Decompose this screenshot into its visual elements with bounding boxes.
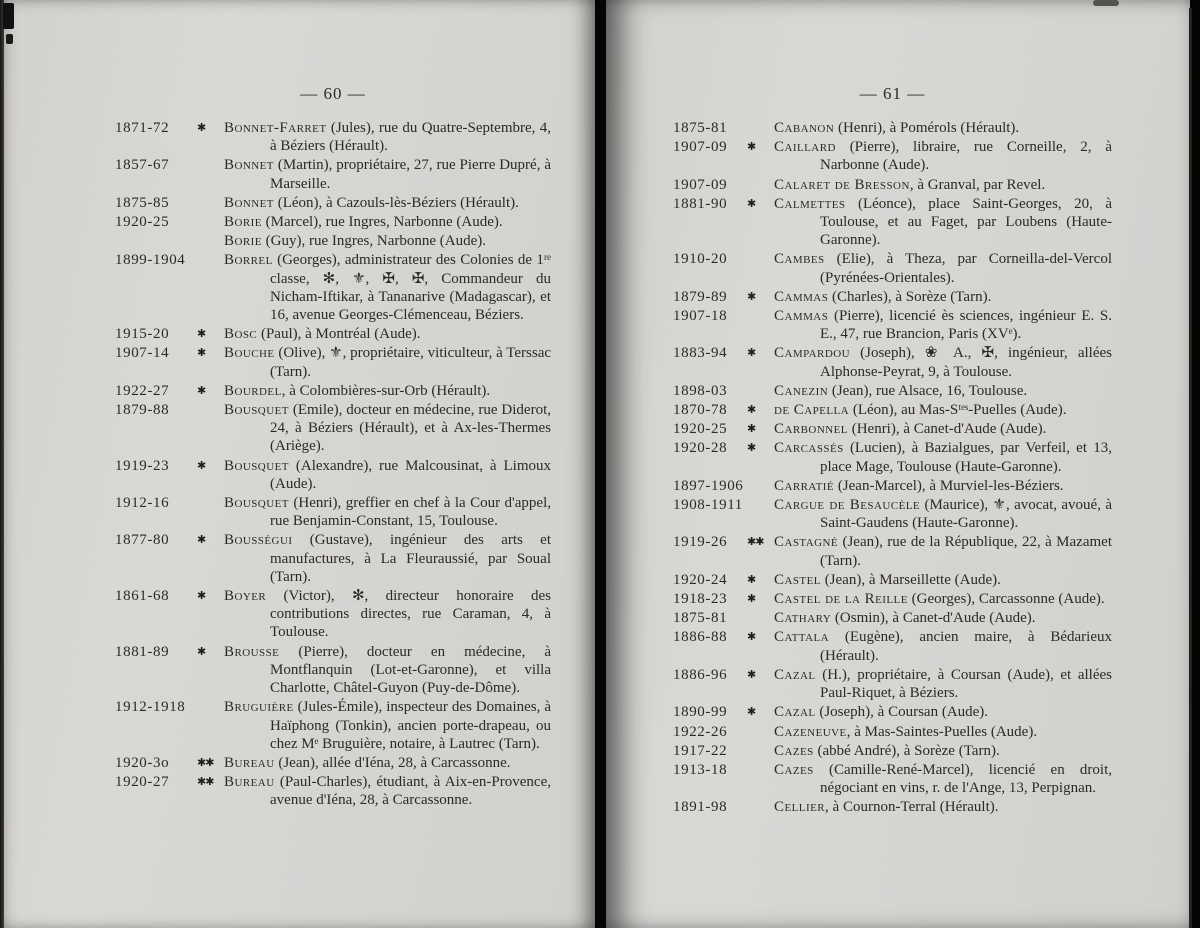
entry-text xyxy=(774,723,1112,741)
entry-star-marker: ✱✱ xyxy=(747,535,764,549)
entry-text xyxy=(774,138,1112,174)
entry-years: 1915-20 xyxy=(115,326,170,343)
entry-details: (Jules-Émile), inspecteur des Domaines, à Haïphong (Tonkin), ancien porte-drapeau, ou chez Mᵉ Bruguière, notaire, à Lautrec (Tarn). xyxy=(270,699,551,752)
directory-entry xyxy=(115,587,551,642)
entry-text xyxy=(774,477,1112,495)
entry-surname: Cammas xyxy=(774,308,829,325)
entry-text xyxy=(774,420,1112,438)
scan-right-edge-shadow xyxy=(1189,8,1192,928)
directory-entry xyxy=(673,703,1112,721)
entry-surname: Bousquet xyxy=(224,402,289,419)
entry-text xyxy=(774,344,1112,380)
directory-entries-list xyxy=(673,119,1112,817)
entry-star-marker: ✱ xyxy=(747,196,756,210)
entry-surname: Borie xyxy=(224,214,262,231)
entry-details: (Jean), allée d'Iéna, 28, à Carcassonne. xyxy=(274,754,511,771)
entry-surname: Cathary xyxy=(774,610,832,627)
entry-details: (Olive), ⚜, propriétaire, viticulteur, à Terssac (Tarn). xyxy=(270,345,552,380)
entry-surname: Castel de la Reille xyxy=(774,591,908,608)
entry-star-marker: ✱✱ xyxy=(197,755,214,769)
entry-years: 1910-20 xyxy=(673,251,728,268)
entry-details: (Marcel), rue Ingres, Narbonne (Aude). xyxy=(261,214,503,231)
directory-entry xyxy=(673,119,1112,137)
directory-entry xyxy=(115,494,551,530)
entry-years: 1886-88 xyxy=(673,629,728,646)
entry-details: (Joseph), à Coursan (Aude). xyxy=(815,704,989,721)
entry-star-marker: ✱ xyxy=(747,592,756,606)
entry-text xyxy=(774,703,1112,721)
entry-years: 1870-78 xyxy=(673,402,728,419)
entry-years: 1875-81 xyxy=(673,120,728,136)
page-number-header: — 60 — xyxy=(300,84,366,103)
entry-years: 1861-68 xyxy=(115,588,170,605)
scan-artifact-smudge xyxy=(1093,0,1119,6)
entry-years: 1922-26 xyxy=(673,723,728,740)
directory-entry xyxy=(115,232,551,250)
directory-entry xyxy=(115,382,551,400)
entry-details: (Emile), docteur en médecine, rue Diderot, 24, à Béziers (Hérault), et à Ax-les-Thermes (Ariège). xyxy=(270,402,551,455)
entry-surname: Cazes xyxy=(774,742,814,759)
entry-surname: Bouche xyxy=(224,345,275,362)
entry-text xyxy=(774,628,1112,664)
entry-star-marker: ✱ xyxy=(197,458,206,472)
directory-entry xyxy=(673,195,1112,250)
entry-years: 1912-16 xyxy=(115,495,170,512)
entry-years: 1922-27 xyxy=(115,382,170,399)
entry-star-marker: ✱ xyxy=(197,346,206,360)
directory-entry xyxy=(673,307,1112,343)
directory-entry xyxy=(673,798,1112,816)
entry-surname: Bousquet xyxy=(224,457,289,474)
entry-text xyxy=(774,250,1112,286)
entry-years: 1919-26 xyxy=(673,534,728,551)
entry-text xyxy=(224,698,551,753)
entry-surname: Bousquet xyxy=(224,495,289,512)
entry-years: 1920-25 xyxy=(673,421,728,438)
entry-years: 1907-09 xyxy=(673,176,728,193)
entry-text xyxy=(774,119,1112,137)
entry-years: 1919-23 xyxy=(115,457,170,474)
entry-surname: Canezin xyxy=(774,382,829,399)
entry-details: , à Granval, par Revel. xyxy=(909,176,1046,193)
entry-details: (Jean-Marcel), à Murviel-les-Béziers. xyxy=(834,477,1064,494)
scan-left-edge-shadow xyxy=(0,0,4,928)
scan-artifact-blob xyxy=(3,3,14,29)
entry-surname: Carratié xyxy=(774,477,835,494)
directory-entry xyxy=(673,723,1112,741)
page-61-content xyxy=(606,0,1190,817)
entry-text xyxy=(224,119,551,155)
entry-text xyxy=(774,176,1112,194)
entry-surname: Bruguière xyxy=(224,699,294,716)
entry-years: 1920-28 xyxy=(673,440,728,457)
entry-years: 1879-88 xyxy=(115,402,170,419)
entry-surname: Cabanon xyxy=(774,120,835,136)
entry-text xyxy=(224,213,551,231)
entry-years: 1857-67 xyxy=(115,157,170,174)
entry-text xyxy=(774,533,1112,569)
entry-text xyxy=(774,439,1112,475)
entry-years: 1881-89 xyxy=(115,643,170,660)
entry-star-marker: ✱ xyxy=(197,383,206,397)
entry-surname: Bosc xyxy=(224,326,258,343)
entry-text xyxy=(224,531,551,586)
entry-text xyxy=(224,494,551,530)
entry-details: (Osmin), à Canet-d'Aude (Aude). xyxy=(831,610,1036,627)
entry-details: (Paul), à Montréal (Aude). xyxy=(257,326,421,343)
entry-details: (Léonce), place Saint-Georges, 20, à Toulouse, et au Faget, par Loubens (Haute-Garonne). xyxy=(820,195,1112,249)
entry-years: 1891-98 xyxy=(673,799,728,816)
directory-entry xyxy=(673,439,1112,475)
entry-surname: Castel xyxy=(774,571,821,588)
entry-text xyxy=(224,587,551,642)
entry-surname: Borrel xyxy=(224,252,273,269)
entry-text xyxy=(224,457,551,493)
entry-surname: Cazes xyxy=(774,761,814,778)
directory-entry xyxy=(115,344,551,380)
entry-years: 1912-1918 xyxy=(115,699,186,716)
directory-entry xyxy=(115,213,551,231)
entry-details: (Camille-René-Marcel), licencié en droit, négociant en vins, r. de l'Ange, 13, Perpignan. xyxy=(813,761,1112,797)
entry-years: 1907-14 xyxy=(115,345,170,362)
entry-details: (Léon), à Cazouls-lès-Béziers (Hérault). xyxy=(273,194,519,211)
entry-years: 1920-3o xyxy=(115,754,170,771)
entry-years: 1920-27 xyxy=(115,774,170,791)
entry-details: (Henri), à Pomérols (Hérault). xyxy=(834,120,1020,136)
directory-entry xyxy=(673,138,1112,174)
page-number-header: — 61 — xyxy=(859,84,926,103)
entry-years: 1890-99 xyxy=(673,704,728,721)
entry-surname: Cellier xyxy=(774,799,826,816)
entry-text xyxy=(224,344,551,380)
directory-entry xyxy=(673,344,1112,380)
entry-years: 1899-1904 xyxy=(115,252,186,269)
directory-entry xyxy=(115,698,551,753)
entry-surname: Campardou xyxy=(774,345,850,362)
page-60-content xyxy=(4,0,595,810)
entry-details: (Jean), à Marseillette (Aude). xyxy=(820,571,1001,588)
entry-years: 1883-94 xyxy=(673,345,728,362)
entry-star-marker: ✱ xyxy=(747,346,756,360)
directory-entry xyxy=(115,325,551,343)
entry-details: (Henri), à Canet-d'Aude (Aude). xyxy=(847,421,1047,438)
directory-entry xyxy=(673,742,1112,760)
entry-details: (H.), propriétaire, à Coursan (Aude), et allées Paul-Riquet, à Béziers. xyxy=(815,666,1112,702)
directory-entry xyxy=(673,496,1112,532)
entry-details: (Eugène), ancien maire, à Bédarieux (Hérault). xyxy=(820,629,1112,664)
directory-entry xyxy=(115,119,551,155)
entry-star-marker: ✱✱ xyxy=(197,775,214,789)
entry-details: (Georges), administrateur des Colonies de 1ʳᵉ classe, ✻, ⚜, ✠, ✠, Commandeur du Nicham-Iftikar, à Tananarive (Madagascar), et 16, avenue Georges-Clémenceau, Béziers. xyxy=(270,252,551,324)
entry-star-marker: ✱ xyxy=(747,630,756,644)
entry-years: 1871-72 xyxy=(115,120,170,136)
entry-text xyxy=(774,742,1112,760)
entry-star-marker: ✱ xyxy=(197,644,206,658)
directory-entry xyxy=(673,533,1112,569)
entry-years: 1886-96 xyxy=(673,666,728,683)
entry-surname: Cazeneuve xyxy=(774,723,847,740)
directory-entry xyxy=(115,643,551,698)
entry-surname: Borie xyxy=(224,233,262,250)
entry-text xyxy=(774,571,1112,589)
entry-details: (Jean), rue Alsace, 16, Toulouse. xyxy=(828,382,1028,399)
directory-entry xyxy=(673,420,1112,438)
entry-surname: Cambes xyxy=(774,251,825,268)
entry-years: 1913-18 xyxy=(673,761,728,778)
entry-details: (Joseph), ❀ A., ✠, ingénieur, allées Alphonse-Peyrat, 9, à Toulouse. xyxy=(820,345,1112,380)
entry-star-marker: ✱ xyxy=(747,705,756,719)
entry-surname: Bonnet-Farret xyxy=(224,120,327,136)
directory-entry xyxy=(673,382,1112,400)
entry-details: (Pierre), libraire, rue Corneille, 2, à Narbonne (Aude). xyxy=(820,139,1112,174)
entry-text xyxy=(774,401,1112,419)
entry-surname: Caillard xyxy=(774,139,836,156)
entry-details: (Elie), à Theza, par Corneilla-del-Vercol (Pyrénées-Orientales). xyxy=(820,251,1112,286)
book-page-61 xyxy=(606,0,1190,928)
entry-surname: Bonnet xyxy=(224,157,274,174)
entry-text xyxy=(224,232,551,250)
entry-star-marker: ✱ xyxy=(747,441,756,455)
entry-details: (Georges), Carcassonne (Aude). xyxy=(907,591,1105,608)
entry-text xyxy=(774,195,1112,250)
entry-text xyxy=(224,754,551,772)
entry-years: 1920-25 xyxy=(115,214,170,231)
entry-details: (Henri), greffier en chef à la Cour d'appel, rue Benjamin-Constant, 15, Toulouse. xyxy=(270,495,551,530)
entry-surname: Boyer xyxy=(224,588,267,605)
entry-years: 1879-89 xyxy=(673,288,728,305)
entry-surname: Brousse xyxy=(224,643,280,660)
entry-surname: Calaret de Bresson xyxy=(774,176,910,193)
entry-details: (Jean), rue de la République, 22, à Mazamet (Tarn). xyxy=(820,534,1112,569)
entry-text xyxy=(774,496,1112,532)
entry-star-marker: ✱ xyxy=(197,121,206,134)
entry-surname: Carbonnel xyxy=(774,421,848,438)
entry-years: 1907-18 xyxy=(673,308,728,325)
entry-years: 1920-24 xyxy=(673,571,728,588)
entry-surname: Cattala xyxy=(774,629,830,646)
book-page-60 xyxy=(4,0,595,928)
entry-years: 1875-81 xyxy=(673,610,728,627)
entry-years: 1898-03 xyxy=(673,382,728,399)
entry-details: (Pierre), licencié ès sciences, ingénieur E. S. E., 47, rue Brancion, Paris (XVᵉ). xyxy=(820,308,1112,343)
entry-text xyxy=(774,666,1112,702)
entry-text xyxy=(774,382,1112,400)
entry-star-marker: ✱ xyxy=(747,422,756,436)
directory-entry xyxy=(115,156,551,192)
directory-entry xyxy=(115,251,551,324)
directory-entry xyxy=(673,628,1112,664)
entry-text xyxy=(224,773,551,809)
entry-star-marker: ✱ xyxy=(747,140,756,154)
scan-artifact-blob xyxy=(6,34,13,44)
entry-text xyxy=(224,643,551,698)
entry-years: 1918-23 xyxy=(673,591,728,608)
directory-entry xyxy=(673,590,1112,608)
entry-details: (Charles), à Sorèze (Tarn). xyxy=(828,288,992,305)
entry-details: (Gustave), ingénieur des arts et manufactures, à La Fleuraussié, par Soual (Tarn). xyxy=(270,532,551,585)
entry-surname: Cazal xyxy=(774,704,816,721)
entry-details: (Victor), ✻, directeur honoraire des contributions directes, rue Caraman, 4, à Toulouse. xyxy=(266,588,551,641)
entry-star-marker: ✱ xyxy=(747,572,756,586)
entry-text xyxy=(224,156,551,192)
directory-entry xyxy=(673,666,1112,702)
entry-surname: Cargue de Besaucèle xyxy=(774,497,921,514)
directory-entry xyxy=(673,176,1112,194)
entry-text xyxy=(224,325,551,343)
entry-details: (abbé André), à Sorèze (Tarn). xyxy=(813,742,1000,759)
entry-star-marker: ✱ xyxy=(197,327,206,341)
entry-details: (Pierre), docteur en médecine, à Montflanquin (Lot-et-Garonne), et villa Charlotte, Châtel-Guyon (Puy-de-Dôme). xyxy=(270,643,551,697)
directory-entry xyxy=(673,571,1112,589)
entry-surname: Castagné xyxy=(774,534,839,551)
directory-entry xyxy=(115,754,551,772)
entry-star-marker: ✱ xyxy=(747,403,756,417)
entry-years: 1877-80 xyxy=(115,532,170,549)
entry-years: 1917-22 xyxy=(673,742,728,759)
directory-entry xyxy=(115,457,551,493)
entry-surname: Cammas xyxy=(774,288,829,305)
entry-text xyxy=(774,798,1112,816)
entry-years: 1881-90 xyxy=(673,195,728,212)
entry-star-marker: ✱ xyxy=(747,667,756,681)
entry-text xyxy=(224,194,551,212)
directory-entry xyxy=(115,531,551,586)
entry-years: 1875-85 xyxy=(115,194,170,211)
directory-entry xyxy=(673,609,1112,627)
entry-text xyxy=(774,761,1112,797)
entry-surname: de Capella xyxy=(774,402,850,419)
entry-years: 1897-1906 xyxy=(673,477,744,494)
entry-details: (Paul-Charles), étudiant, à Aix-en-Provence, avenue d'Iéna, 28, à Carcassonne. xyxy=(270,774,551,809)
directory-entry xyxy=(673,761,1112,797)
entry-text xyxy=(774,307,1112,343)
entry-text xyxy=(224,251,551,324)
entry-star-marker: ✱ xyxy=(197,589,206,603)
entry-text xyxy=(224,382,551,400)
entry-surname: Carcassés xyxy=(774,440,844,457)
directory-entry xyxy=(673,477,1112,495)
entry-text xyxy=(224,401,551,456)
entry-details: , à Colombières-sur-Orb (Hérault). xyxy=(281,382,491,399)
entry-star-marker: ✱ xyxy=(197,533,206,547)
directory-entry xyxy=(115,773,551,809)
entry-details: (Jules), rue du Quatre-Septembre, 4, à Béziers (Hérault). xyxy=(270,120,551,155)
entry-years: 1908-1911 xyxy=(673,497,743,514)
entry-surname: Bousségui xyxy=(224,532,293,549)
entry-details: (Léon), au Mas-Sᵗᵉˢ-Puelles (Aude). xyxy=(849,402,1067,419)
entry-details: (Alexandre), rue Malcousinat, à Limoux (Aude). xyxy=(270,457,551,492)
directory-entry xyxy=(673,401,1112,419)
directory-entry xyxy=(115,194,551,212)
directory-entry xyxy=(673,250,1112,286)
directory-entry xyxy=(673,288,1112,306)
entry-details: (Martin), propriétaire, 27, rue Pierre Dupré, à Marseille. xyxy=(270,157,551,192)
entry-details: , à Cournon-Terral (Hérault). xyxy=(825,799,999,816)
entry-details: (Guy), rue Ingres, Narbonne (Aude). xyxy=(261,233,487,250)
entry-text xyxy=(774,288,1112,306)
entry-details: , à Mas-Saintes-Puelles (Aude). xyxy=(846,723,1038,740)
entry-years: 1907-09 xyxy=(673,139,728,156)
directory-entry xyxy=(115,401,551,456)
entry-surname: Bonnet xyxy=(224,194,274,211)
entry-text xyxy=(774,609,1112,627)
entry-details: (Lucien), à Bazialgues, par Verfeil, et 13, place Mage, Toulouse (Haute-Garonne). xyxy=(820,440,1112,475)
entry-surname: Cazal xyxy=(774,666,816,683)
entry-star-marker: ✱ xyxy=(747,289,756,303)
entry-text xyxy=(774,590,1112,608)
entry-surname: Bourdel xyxy=(224,382,282,399)
entry-details: (Maurice), ⚜, avocat, avoué, à Saint-Gaudens (Haute-Garonne). xyxy=(820,497,1112,532)
entry-surname: Bureau xyxy=(224,774,275,791)
directory-entries-list xyxy=(115,119,551,810)
entry-surname: Calmettes xyxy=(774,195,846,212)
entry-surname: Bureau xyxy=(224,754,275,771)
